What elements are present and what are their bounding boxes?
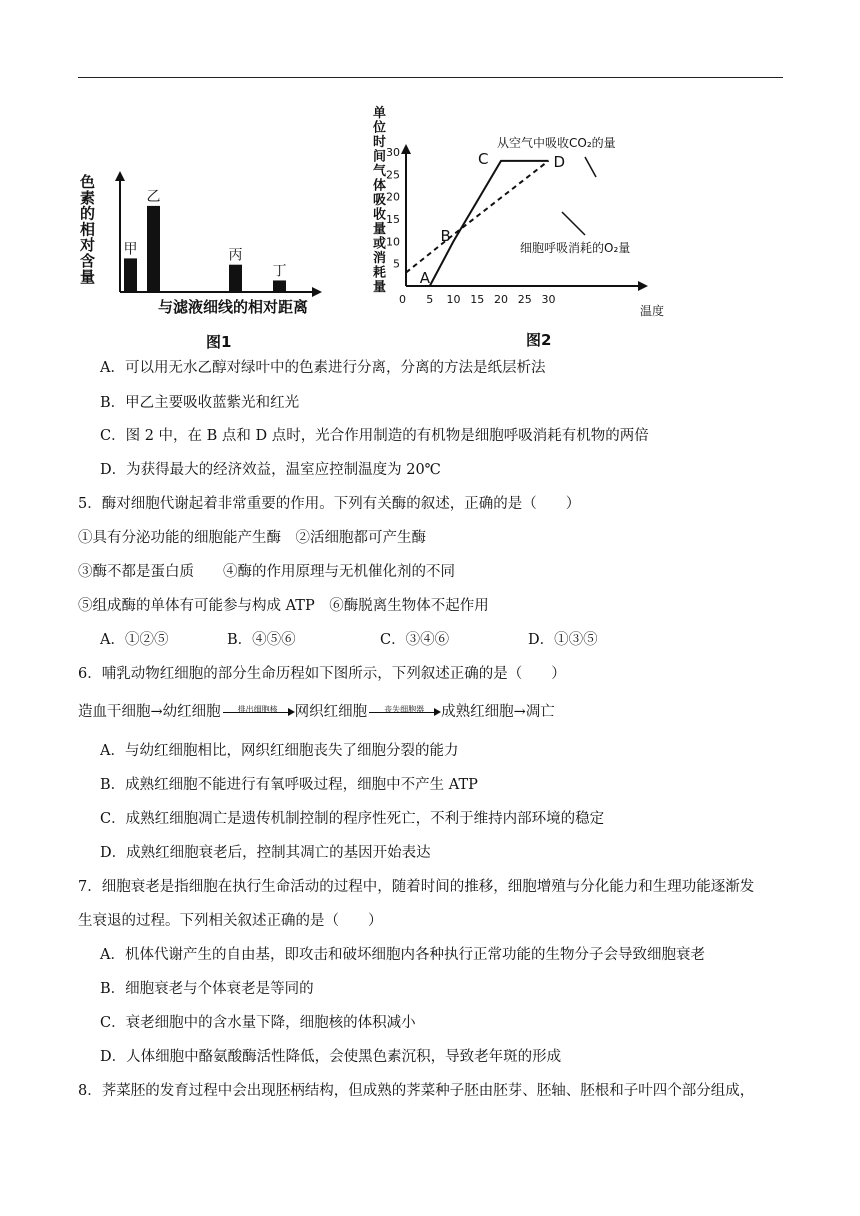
q6-flow-arrow-1 [221,702,295,722]
q4-option-a: A．可以用无水乙醇对绿叶中的色素进行分离，分离的方法是纸层析法 [100,360,546,376]
figure2 [372,105,664,349]
q6-option-c: C．成熟红细胞凋亡是遗传机制控制的程序性死亡，不利于维持内部环境的稳定 [100,811,605,827]
figure2-y-tick: 10 [386,235,400,249]
figure2-caption: 图2 [526,331,552,349]
q5-statement-2: ③酶不都是蛋白质 ④酶的作用原理与无机催化剂的不同 [78,564,455,580]
q7-option-c: C．衰老细胞中的含水量下降，细胞核的体积减小 [100,1015,416,1031]
figure2-co2-absorption-line [430,161,549,286]
figure1-bar-label: 乙 [146,188,161,205]
figure2-x-tick: 20 [494,293,508,306]
q6-option-b: B．成熟红细胞不能进行有氧呼吸过程，细胞中不产生 ATP [100,777,478,793]
q6-arrow-2-label: 丧失细胞器 [384,705,425,714]
svg-text:单位时间气体吸收量或消耗量: 单位时间气体吸收量或消耗量 [373,106,387,295]
figure2-legend-dashed-pointer [562,212,585,235]
q4-option-b: B．甲乙主要吸收蓝紫光和红光 [100,395,300,411]
figure2-x-tick: 5 [426,293,434,306]
figure2-y-tick: 15 [386,212,400,226]
figure2-o2-consumption-line [406,161,549,273]
figure1 [79,171,322,351]
figure1-bar-label: 丁 [272,263,287,280]
figure1-x-label: 与滤液细线的相对距离 [158,298,309,316]
figure2-point-label: C [478,149,489,168]
figure1-y-label [79,173,95,286]
figure1-y-arrow [115,171,125,181]
q6-stem: 6．哺乳动物红细胞的部分生命历程如下图所示，下列叙述正确的是（ ） [78,666,566,682]
figure2-legend-solid-pointer [585,157,596,177]
q7-option-b: B．细胞衰老与个体衰老是等同的 [100,981,314,997]
q6-flow-step-3: 成熟红细胞→凋亡 [441,704,555,720]
figure1-bar [124,258,137,292]
q5-option-d: D．①③⑤ [528,632,598,648]
figure1-caption: 图1 [206,333,232,351]
q6-option-d: D．成熟红细胞衰老后，控制其凋亡的基因开始表达 [100,845,431,861]
figure2-x-label: 温度 [640,304,665,318]
q6-flow-step-2: 网织红细胞 [294,704,368,720]
q4-option-d: D．为获得最大的经济效益，温室应控制温度为 20℃ [100,462,441,478]
header-rule [78,77,783,78]
figure1-bar [147,206,160,292]
figure2-y-label [372,105,387,295]
figure2-point-label: D [553,152,566,171]
q6-flow-arrow-2 [367,702,441,722]
figure1-bar-label: 丙 [228,247,243,264]
q5-statement-3: ⑤组成酶的单体有可能参与构成 ATP ⑥酶脱离生物体不起作用 [78,598,489,614]
figure1-bar [229,265,242,292]
q7-option-d: D．人体细胞中酪氨酸酶活性降低，会使黑色素沉积，导致老年斑的形成 [100,1049,562,1065]
figure2-x-tick: 10 [446,293,461,306]
q5-option-a: A．①②⑤ [100,632,169,648]
figure2-point-label: A [419,269,431,287]
figure2-x-tick: 15 [470,293,485,306]
q8-stem-line-1: 8．荠菜胚的发育过程中会出现胚柄结构，但成熟的荠菜种子胚由胚芽、胚轴、胚根和子叶四个部分组成， [78,1083,755,1099]
figure2-point-label: B [440,227,451,246]
q6-flow-step-1: 造血干细胞→幼红细胞 [78,704,221,720]
svg-text:色素的相对含量: 色素的相对含量 [80,173,96,286]
figure2-y-tick: 30 [386,145,400,159]
q5-statement-1: ①具有分泌功能的细胞能产生酶 ②活细胞都可产生酶 [78,530,426,546]
q5-stem: 5．酶对细胞代谢起着非常重要的作用。下列有关酶的叙述，正确的是（ ） [78,496,581,512]
figure2-y-tick: 5 [393,257,400,271]
figure2-y-tick: 20 [386,190,400,204]
q7-option-a: A．机体代谢产生的自由基，即攻击和破坏细胞内各种执行正常功能的生物分子会导致细胞衰老 [100,947,705,963]
q6-option-a: A．与幼红细胞相比，网织红细胞丧失了细胞分裂的能力 [100,743,459,759]
q7-stem-line-2: 生衰退的过程。下列相关叙述正确的是（ ） [78,913,383,929]
q6-flow-diagram [78,702,555,722]
figure2-legend-dashed: 细胞呼吸消耗的O₂量 [520,241,631,255]
q5-option-c: C．③④⑥ [380,632,450,648]
q7-stem-line-1: 7．细胞衰老是指细胞在执行生命活动的过程中，随着时间的推移，细胞增殖与分化能力和生理功能逐渐发 [78,879,755,895]
figure2-y-tick: 25 [386,168,400,182]
figure2-x-tick: 25 [517,293,532,306]
q6-arrow-1-label: 排出细胞核 [237,705,278,714]
figure2-y-arrow [401,144,411,154]
figures [0,95,860,355]
figure2-x-tick: 30 [541,293,556,306]
figure2-x-arrow [638,281,648,291]
figure1-bar-label: 甲 [123,241,138,258]
q5-option-b: B．④⑤⑥ [227,632,296,648]
figure2-legend-solid: 从空气中吸收CO₂的量 [497,136,616,150]
figure1-bar [273,280,286,292]
figure1-x-arrow [312,287,322,297]
figure2-origin-label: 0 [399,293,406,306]
q4-option-c: C．图 2 中，在 B 点和 D 点时，光合作用制造的有机物是细胞呼吸消耗有机物的两倍 [100,428,649,444]
